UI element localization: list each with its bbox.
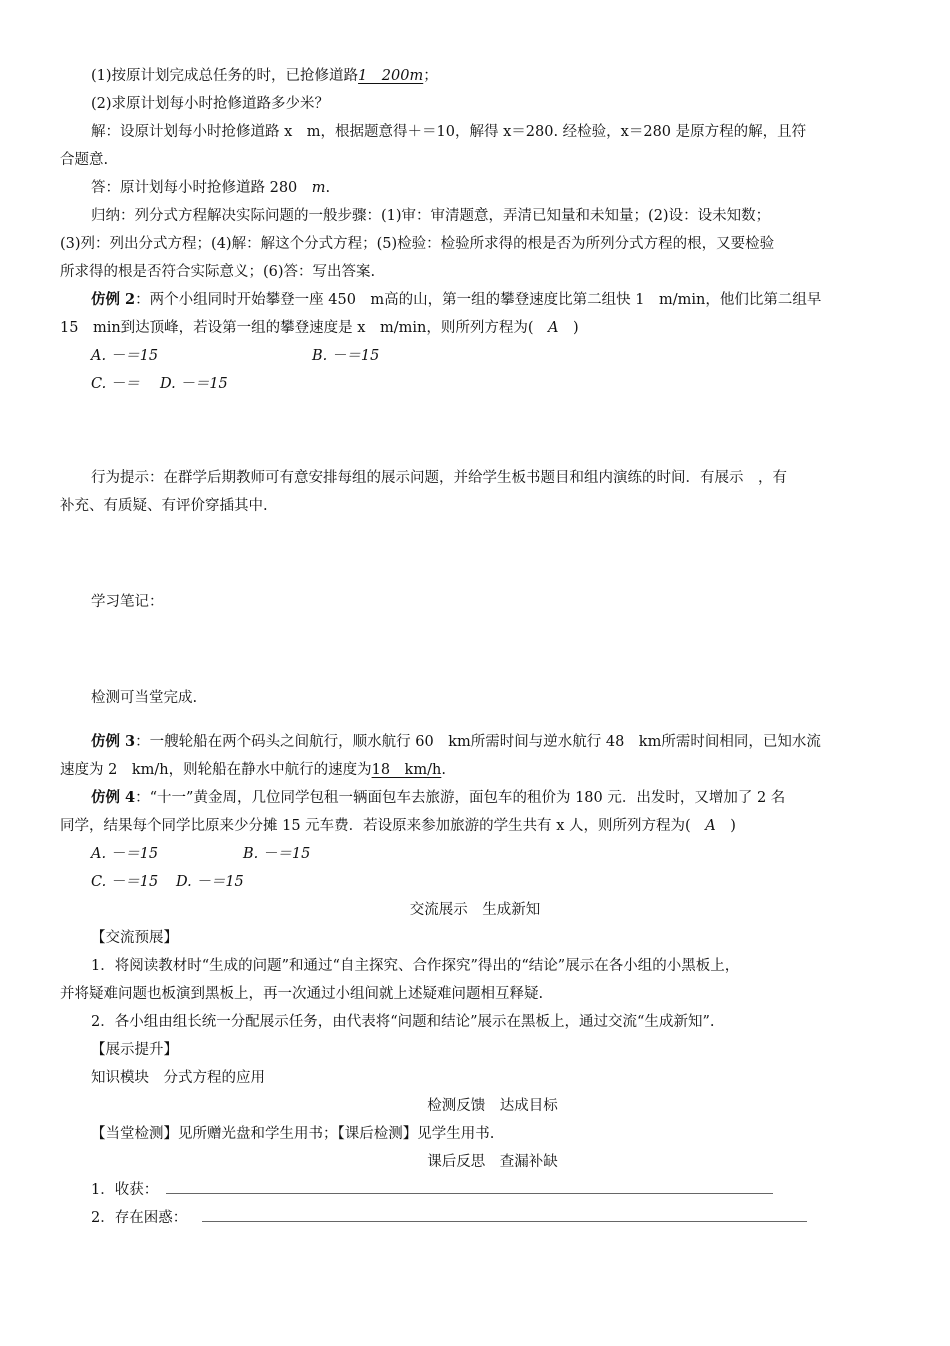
preview-item-1-line-2: 并将疑难问题也板演到黑板上，再一次通过小组间就上述疑难问题相互释疑. xyxy=(60,986,544,1002)
example-4-option-a: A. －＝15 xyxy=(91,846,159,862)
knowledge-module: 知识模块 分式方程的应用 xyxy=(91,1070,265,1086)
example-4-option-d: D. －＝15 xyxy=(176,874,244,890)
answer-line: 答：原计划每小时抢修道路 280 m. xyxy=(91,180,331,196)
summary-line-1: 归纳：列分式方程解决实际问题的一般步骤：(1)审：审清题意，弄清已知量和未知量；(2)设：设未知数； xyxy=(91,208,771,224)
summary-line-2: (3)列：列出分式方程；(4)解：解这个分式方程；(5)检验：检验所求得的根是否为所列分式方程的根，又要检验 xyxy=(60,236,775,252)
preview-item-1-line-1: 1．将阅读教材时“生成的问题”和通过“自主探究、合作探究”得出的“结论”展示在各小组的小黑板上， xyxy=(91,958,740,974)
example-3-line-2: 速度为 2 km/h，则轮船在静水中航行的速度为18 km/h. xyxy=(60,762,446,778)
example-4-line-1: 仿例 4：“十一”黄金周，几位同学包租一辆面包车去旅游，面包车的租价为 180 元．出发时，又增加了 2 名 xyxy=(91,789,786,806)
solution-line-1: 解：设原计划每小时抢修道路 x m，根据题意得＋＝10，解得 x＝280. 经检验，x＝280 是原方程的解，且符 xyxy=(91,124,807,140)
example-4-answer: A xyxy=(705,818,716,834)
solution-line-2: 合题意. xyxy=(60,152,109,168)
summary-line-3: 所求得的根是否符合实际意义；(6)答：写出答案. xyxy=(60,264,376,280)
detection-line: 【当堂检测】见所赠光盘和学生用书；【课后检测】见学生用书. xyxy=(91,1126,495,1142)
question-1-answer: 1 200m xyxy=(358,68,424,84)
example-2-line-2: 15 min到达顶峰，若设第一组的攀登速度是 x m/min，则所列方程为( A ) xyxy=(60,320,579,336)
example-2-option-a: A. －＝15 xyxy=(91,348,159,364)
behavior-hint-line-2: 补充、有质疑、有评价穿插其中. xyxy=(60,498,268,514)
example-2-option-c: C. －＝ xyxy=(91,376,155,392)
confusion-answer-line[interactable] xyxy=(202,1221,807,1222)
example-3-line-1: 仿例 3：一艘轮船在两个码头之间航行，顺水航行 60 km所需时间与逆水航行 48 km所需时间相同，已知水流 xyxy=(91,733,821,750)
show-heading: 【展示提升】 xyxy=(91,1042,178,1058)
example-2-option-d: D. －＝15 xyxy=(160,376,228,392)
check-note: 检测可当堂完成. xyxy=(91,690,198,706)
example-4-line-2: 同学，结果每个同学比原来少分摊 15 元车费．若设原来参加旅游的学生共有 x 人，则所列方程为( A ) xyxy=(60,818,736,834)
question-2: (2)求原计划每小时抢修道路多少米？ xyxy=(91,96,330,112)
gains-answer-line[interactable] xyxy=(166,1193,773,1194)
example-4-option-b: B. －＝15 xyxy=(243,846,311,862)
behavior-hint-line-1: 行为提示：在群学后期教师可有意安排每组的展示问题，并给学生板书题目和组内演练的时间．有展示 ，有 xyxy=(91,470,787,486)
reflection-confusion-label: 2．存在困惑： xyxy=(91,1210,188,1226)
section-title-feedback: 检测反馈 达成目标 xyxy=(427,1098,558,1114)
section-title-exchange: 交流展示 生成新知 xyxy=(409,902,541,918)
example-2-option-b: B. －＝15 xyxy=(312,348,380,364)
preview-item-2: 2．各小组由组长统一分配展示任务，由代表将“问题和结论”展示在黑板上，通过交流“生成新知”. xyxy=(91,1014,715,1030)
reflection-gains-label: 1．收获： xyxy=(91,1182,159,1198)
example-4-option-c: C. －＝15 xyxy=(91,874,159,890)
example-2-answer: A xyxy=(547,320,559,336)
study-notes-label: 学习笔记： xyxy=(91,594,164,610)
example-3-answer: 18 km/h xyxy=(371,762,442,778)
section-title-reflection: 课后反思 查漏补缺 xyxy=(427,1154,558,1170)
example-2-line-1: 仿例 2：两个小组同时开始攀登一座 450 m高的山，第一组的攀登速度比第二组快 1 m/min，他们比第二组早 xyxy=(91,291,822,308)
preview-heading: 【交流预展】 xyxy=(91,930,178,946)
question-1: (1)按原计划完成总任务的时，已抢修道路1 200m； xyxy=(91,68,438,84)
